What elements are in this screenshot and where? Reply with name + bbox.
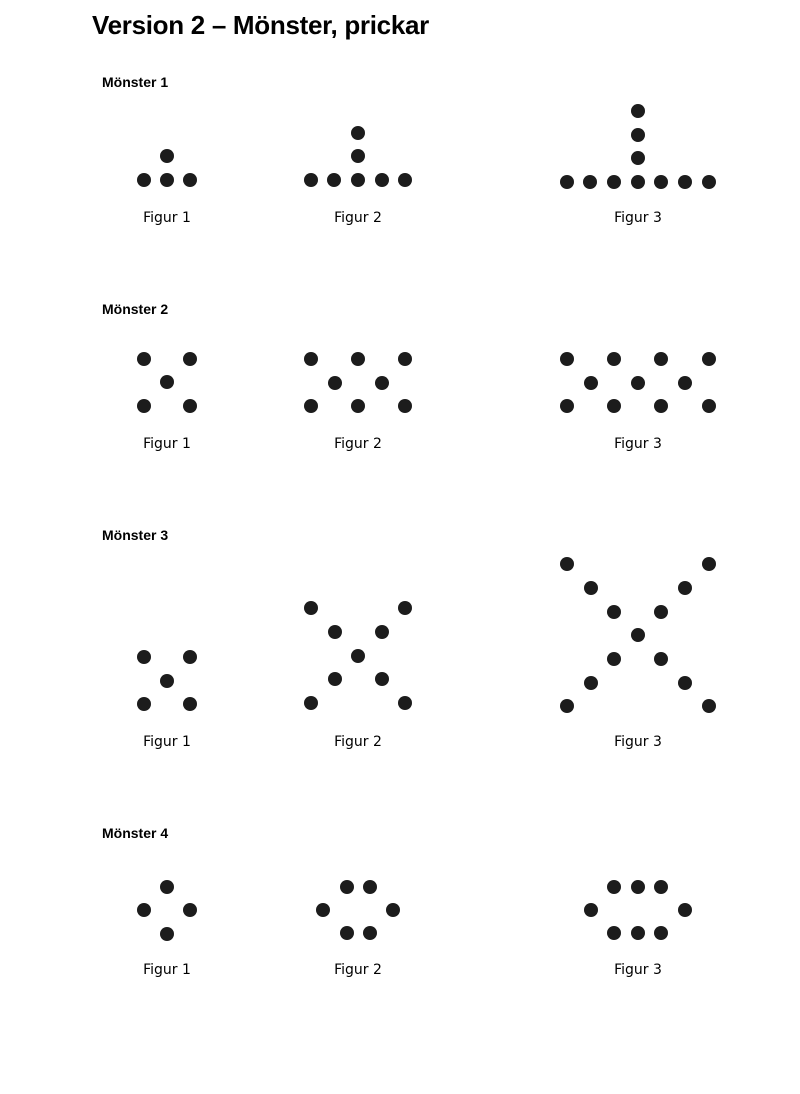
dot	[160, 927, 174, 941]
dot	[183, 650, 197, 664]
dot	[560, 699, 574, 713]
dot	[631, 104, 645, 118]
dot	[375, 376, 389, 390]
figure-label: Figur 1	[143, 436, 191, 452]
dot	[304, 173, 318, 187]
dot	[398, 399, 412, 413]
dot	[654, 880, 668, 894]
dot	[137, 173, 151, 187]
pattern-heading: Mönster 3	[102, 527, 169, 543]
dot	[702, 399, 716, 413]
dot	[327, 173, 341, 187]
figure-label: Figur 1	[143, 962, 191, 978]
figure-label: Figur 1	[143, 210, 191, 226]
dot	[631, 628, 645, 642]
dot	[631, 880, 645, 894]
dot	[654, 926, 668, 940]
dot	[160, 375, 174, 389]
dot	[398, 352, 412, 366]
figure-label: Figur 1	[143, 734, 191, 750]
figure-label: Figur 2	[334, 436, 382, 452]
dot	[398, 696, 412, 710]
dot	[702, 699, 716, 713]
dot	[328, 672, 342, 686]
dot	[351, 173, 365, 187]
dot	[584, 581, 598, 595]
dot	[654, 175, 668, 189]
dot	[607, 652, 621, 666]
dot	[654, 399, 668, 413]
dot	[351, 399, 365, 413]
dot	[398, 601, 412, 615]
dot	[654, 352, 668, 366]
dot	[363, 926, 377, 940]
dot	[584, 676, 598, 690]
dot	[316, 903, 330, 917]
dot	[137, 697, 151, 711]
dot	[183, 399, 197, 413]
dot	[702, 175, 716, 189]
dot	[160, 880, 174, 894]
figure-label: Figur 3	[614, 436, 662, 452]
figure-label: Figur 3	[614, 734, 662, 750]
dot	[160, 173, 174, 187]
dot	[631, 128, 645, 142]
dot	[702, 557, 716, 571]
dot	[375, 173, 389, 187]
dot	[607, 880, 621, 894]
dot	[631, 926, 645, 940]
dot	[678, 676, 692, 690]
dot	[654, 652, 668, 666]
dot	[607, 926, 621, 940]
dot	[304, 601, 318, 615]
dot	[183, 697, 197, 711]
dot	[583, 175, 597, 189]
dot	[607, 605, 621, 619]
dot	[584, 376, 598, 390]
dot	[607, 352, 621, 366]
dot	[351, 126, 365, 140]
dot	[607, 175, 621, 189]
dot	[363, 880, 377, 894]
dot	[137, 903, 151, 917]
dot	[560, 399, 574, 413]
dot	[183, 903, 197, 917]
dot	[160, 149, 174, 163]
pattern-heading: Mönster 2	[102, 301, 169, 317]
dot	[328, 376, 342, 390]
dot	[375, 625, 389, 639]
figure-label: Figur 3	[614, 210, 662, 226]
figure-label: Figur 3	[614, 962, 662, 978]
dot	[607, 399, 621, 413]
dot	[560, 175, 574, 189]
pattern-heading: Mönster 1	[102, 74, 169, 90]
dot	[340, 880, 354, 894]
dot	[160, 674, 174, 688]
dot	[304, 399, 318, 413]
page-title: Version 2 – Mönster, prickar	[92, 10, 429, 40]
dot	[340, 926, 354, 940]
dot	[183, 352, 197, 366]
dot	[398, 173, 412, 187]
dot	[351, 352, 365, 366]
dot	[304, 696, 318, 710]
dot	[560, 352, 574, 366]
dot	[678, 175, 692, 189]
dot	[304, 352, 318, 366]
dot	[137, 650, 151, 664]
figure-label: Figur 2	[334, 210, 382, 226]
figure-label: Figur 2	[334, 734, 382, 750]
dot	[702, 352, 716, 366]
dot	[386, 903, 400, 917]
dot	[351, 649, 365, 663]
dot	[631, 151, 645, 165]
dot	[631, 175, 645, 189]
dot	[678, 581, 692, 595]
dot	[631, 376, 645, 390]
dot	[584, 903, 598, 917]
dot	[137, 399, 151, 413]
dot	[328, 625, 342, 639]
pattern-heading: Mönster 4	[102, 825, 169, 841]
dot	[678, 376, 692, 390]
dot	[678, 903, 692, 917]
dot	[183, 173, 197, 187]
dot	[654, 605, 668, 619]
dot	[375, 672, 389, 686]
dot	[351, 149, 365, 163]
figure-label: Figur 2	[334, 962, 382, 978]
dot	[560, 557, 574, 571]
dot	[137, 352, 151, 366]
